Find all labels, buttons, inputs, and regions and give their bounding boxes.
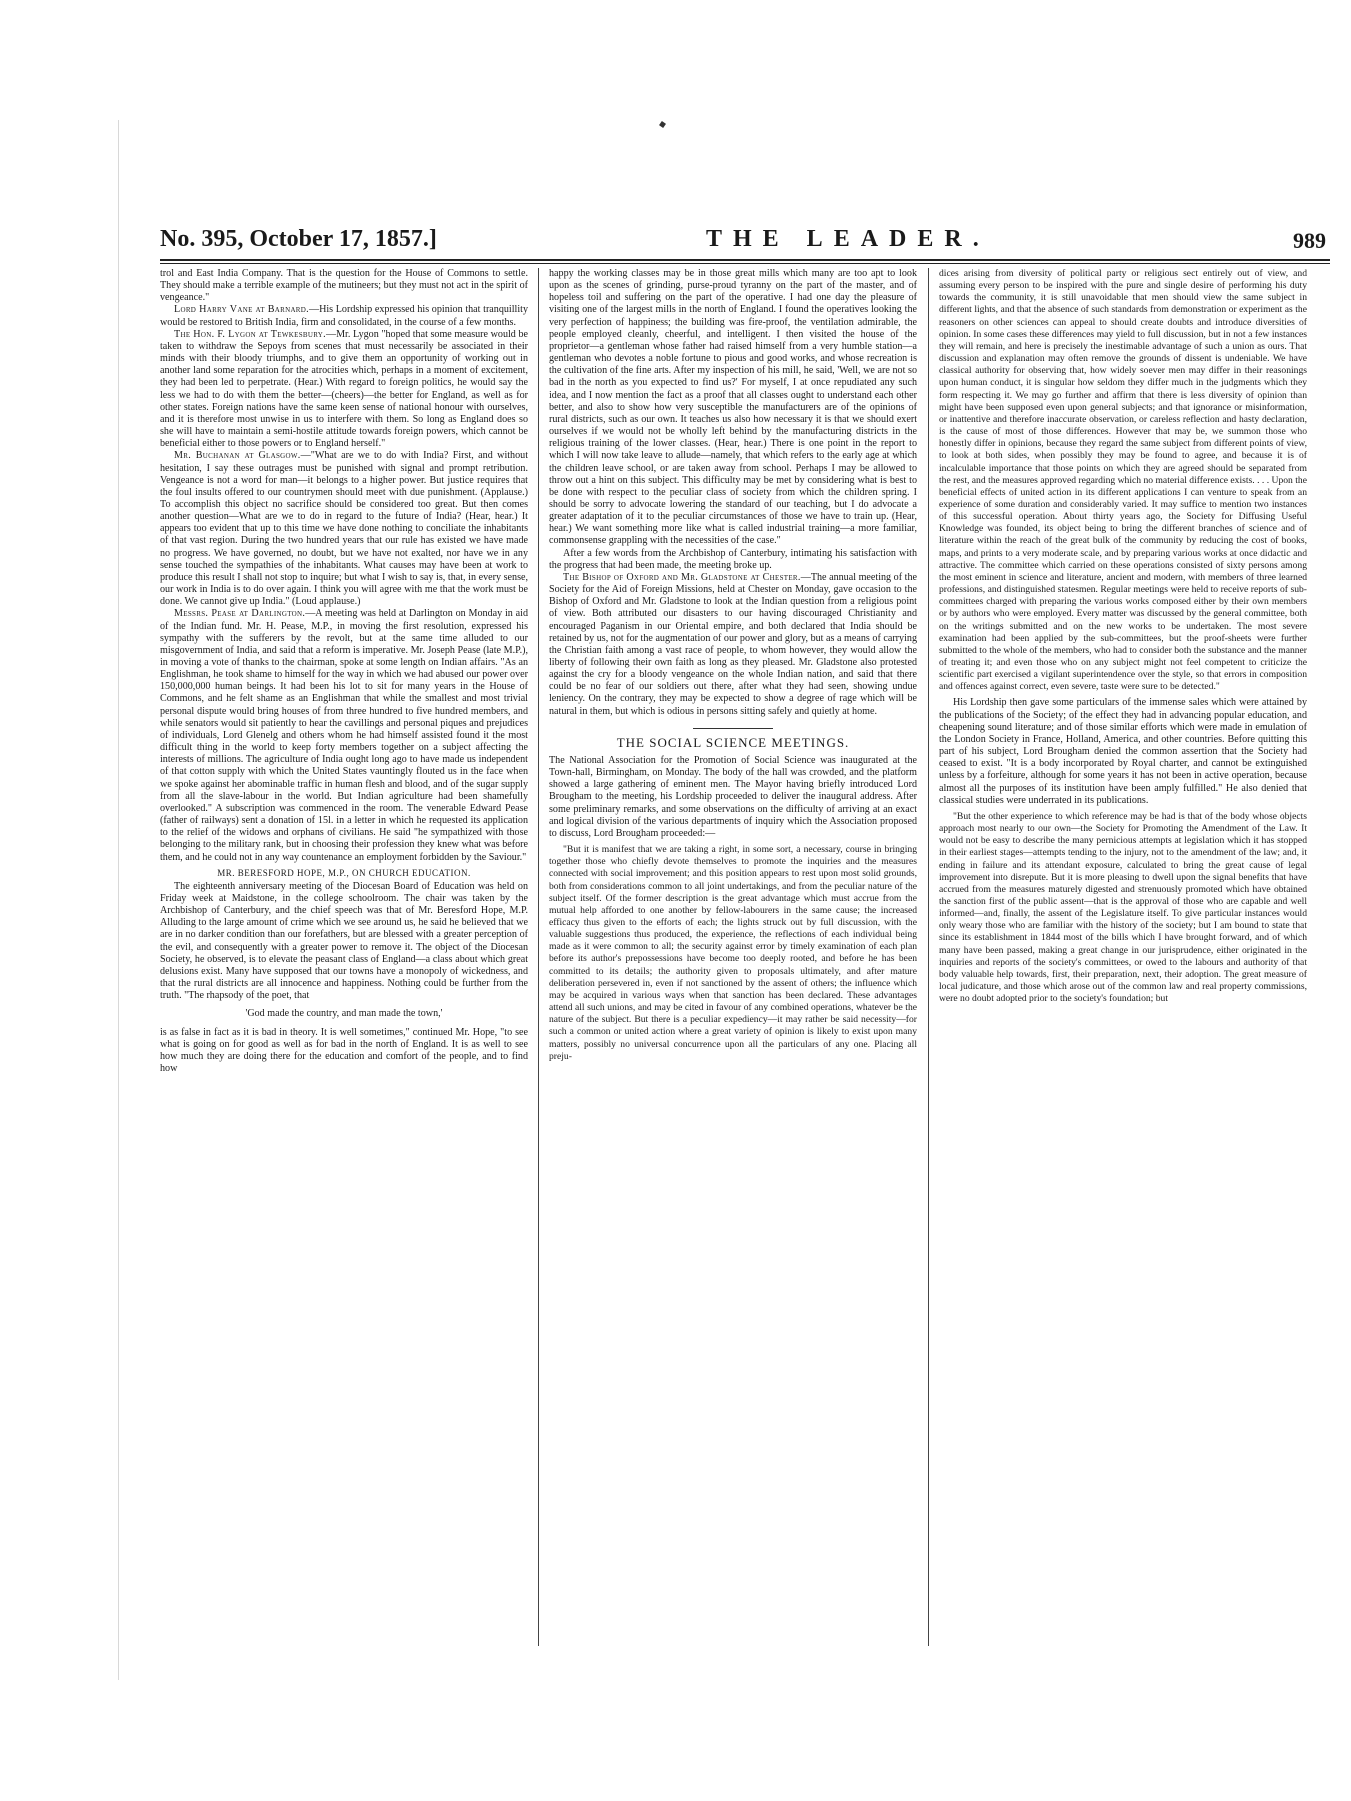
- article-text: is as false in fact as it is bad in theory. It is well sometimes," continued Mr. Hope, "to see what is going on for good as well as for bad in the north of England. It is as well to see how much they are doing there for the education and comfort of the people, and to find how: [160, 1026, 528, 1074]
- article-text: —"What are we to do with India? First, and without hesitation, I say these outrages must be punished with signal and prompt retribution. Vengeance is not a word for man—it belongs to a higher power. But justice requires that the foul insults offered to our countrymen should meet with due punishment. (Applause.) To accomplish this object no sacrifice should be considered too great. But then comes another question—What are we to do in regard to the future of India? (Hear, hear.) It appears too evident that up to this time we have done nothing to conciliate the inhabitants of that vast region. During the two hundred years that our rule has existed we have made no progress. We have governed, no doubt, but we have not exalted, nor have we in any sense touched the sympathies of the inhabitants. What causes may have been at work to produce this result I shall not stop to inquire; but what I wish to say is, that, in every sense, our work in India is to do over again. I think you will agree with me that the work must be done. We cannot give up India." (Loud applause.): [160, 450, 528, 608]
- article-text: —The annual meeting of the Society for the Aid of Foreign Missions, held at Chester on Monday, gave occasion to the Bishop of Oxford and Mr. Gladstone to look at the Indian question from a religious point of view. Both attributed our disasters to our having discouraged Christianity and encouraged Paganism in our Oriental empire, and both declared that India should be retained by us, not for the augmentation of our power and glory, but as a means of carrying the Christian faith among a vast race of people, to whom however, they would allow the liberty of following their own faith as long as they pleased. Mr. Gladstone also protested against the cry for a bloody vengeance on the whole Indian nation, and said that there could be no fear of our soldiers out there, after what they had seen, showing undue leniency. On the contrary, they may be expected to show a degree of rage which will be natural in them, but which is odious in persons sitting safely and quietly at home.: [549, 571, 917, 717]
- gutter-line: [118, 120, 119, 1680]
- article-text: The National Association for the Promotion of Social Science was inaugurated at the Town-hall, Birmingham, on Monday. The body of the hall was crowded, and the platform showed a large gathering of eminent men. The Mayor having briefly introduced Lord Brougham to the meeting, his Lordship proceeded to deliver the inaugural address. After some preliminary remarks, and some observations on the difficulty of arriving at an exact and logical division of the various departments of inquiry which the Association proposed to discuss, Lord Brougham proceeded:—: [549, 754, 917, 839]
- column-divider-2: [928, 268, 929, 1646]
- article-paragraph: [160, 304, 528, 328]
- article-heading: Mr. Buchanan at Glasgow.: [174, 450, 301, 462]
- verse-quote: 'God made the country, and man made the town,': [245, 1008, 443, 1020]
- column-1: [160, 268, 528, 1646]
- speech-quote: "But it is manifest that we are taking a right, in some sort, a necessary, course in bringing together those who chiefly devote themselves to promote the inquiries and the measures connected with social improvement; and this position appears to rest upon most solid grounds, both from considerations common to all joint undertakings, and from the peculiar nature of the subject itself. Of the former description is the great advantage which must accrue from the mutual help afforded to one another by fellow-labourers in the same cause; the increased efficacy thus given to the efforts of each; the lights struck out by full discussion, with the valuable suggestions thus produced, the experience, the reflections of each individual being made as it were common to all; the security against error by timely examination of each plan before its author's prepossessions have become too deeply rooted, and before he has been committed to its details; the authority given to proposals ultimately, and after mature deliberation persevered in, even if not sanctioned by the assent of others; the influence which may be acquired in various ways when that sanction has been declared. These advantages attend all such unions, and may be cited in favour of any combined operations, whatever be the nature of the subject. But there is a peculiar expediency—it may rather be said necessity—for such a common or united action where a great variety of opinion is likely to exist upon many matters, possibly no universal concurrence upon all the particulars of any one. Placing all preju-: [549, 844, 917, 1062]
- article-paragraph: [160, 450, 528, 608]
- article-text: —His Lordship expressed his opinion that tranquillity would be restored to British India, firm and consolidated, in the course of a few months.: [160, 304, 528, 328]
- subheading: MR. BERESFORD HOPE, M.P., ON CHURCH EDUCATION.: [217, 867, 471, 878]
- article-text: His Lordship then gave some particulars of the immense sales which were attained by the publications of the Society; of the effect they had in advancing popular education, and cheapening sound literature; and of those similar efforts which were made in emulation of the London Society in France, Holland, America, and other countries. Before quitting this part of his subject, Lord Brougham denied the common assertion that the Society had ceased to exist. "It is a body incorporated by Royal charter, and cannot be extinguished unless by a forfeiture, although for some years it has not been in active operation, because almost all the purposes of its institution have been amply fulfilled." He also denied that classical studies were underrated in its publications.: [939, 697, 1307, 806]
- section-title: THE SOCIAL SCIENCE MEETINGS.: [616, 734, 850, 750]
- page-number: 989: [1293, 228, 1326, 253]
- article-text: —Mr. Lygon "hoped that some measure would be taken to withdraw the Sepoys from scenes that must necessarily be associated in their minds with their bloody triumphs, and to give them an opportunity of working out in another land some reparation for the atrocities which, perhaps in a moment of excitement, they had been led to perpetrate. (Hear.) With regard to foreign politics, he would say the less we had to do with them the better—(cheers)—the better for England, as well as for other states. Foreign nations have the same keen sense of national honour with ourselves, and it is therefore most unwise in us to interfere with them. So long as England does so she will have to maintain a semi-hostile attitude towards foreign powers, which cannot be beneficial either to those powers or to England herself.": [160, 328, 528, 450]
- column-3: [939, 268, 1307, 1646]
- column-2: [549, 268, 917, 1646]
- header-rule-thin: [160, 263, 1330, 264]
- speech-quote: "But the other experience to which reference may be had is that of the body whose objects approach most nearly to our own—the Society for Promoting the Amendment of the Law. It would not be easy to describe the many pernicious attempts at legislation which it has stopped in their earliest stages—attempts tending to the injury, not to the amendment of the law; and, it ending in failure and its attendant exposure, calculated to bring the great cause of legal improvement into disrepute. But it is more pleasing to dwell upon the signal benefits that have accrued from the measures maturely digested and strenuously promoted which have obtained the sanction first of the public assent—that is the approval of those who are capable and well informed—and, finally, the assent of the Legislature itself. To give particular instances would only weary those who are familiar with the history of the society; but I am bound to state that since its establishment in 1844 most of the bills which I have brought forward, and of which many have been passed, making a great change in our jurisprudence, either originated in the inquiries and reports of the society's committees, or owed to the labours and authority of that body valuable help towards, first, their preparation, next, their adoption. The great measure of local judicature, and those which arose out of the common law and real property commissions, were no doubt adopted prior to the society's foundation; but: [939, 810, 1307, 1005]
- article-text: —A meeting was held at Darlington on Monday in aid of the Indian fund. Mr. H. Pease, M.P., in moving the first resolution, expressed his sympathy with the sufferers by the revolt, but at the same time alluded to our misgovernment of India, and said that a reform is imperative. Mr. Joseph Pease (late M.P.), in moving a vote of thanks to the chairman, spoke at some length on Indian affairs. "As an Englishman, he took shame to himself for the way in which we had abused our power over 150,000,000 human beings. It had been his lot to sit for many years in the House of Commons, and he felt shame as an Englishman that while the smallest and most trivial personal dispute would bring houses of from three hundred to five hundred members, and while senators would sit patiently to hear the cavillings and personal piques and prejudices of individuals, Lord Glenelg and others whom he had himself assisted found it the most difficult thing in the world to keep forty members together on a subject affecting the interests of millions. The agriculture of India ought long ago to have made us independent of that cotton supply with which the United States vauntingly flouted us in the face when we spoke against her abominable traffic in human flesh and blood, and of the sugar supply from all the slave-labour in the world. But Indian agriculture had been shamefully overlooked." A subscription was commenced in the room. The venerable Edward Pease (father of railways) sent a donation of 15l. in a letter in which he requested its application to the relief of the widows and orphans of civilians. He said "he sympathized with those belonging to the military rank, but in choosing their profession they knew what was before them, and he could not in any way countenance an employment forbidden by the Saviour.": [160, 608, 528, 863]
- article-text: The eighteenth anniversary meeting of the Diocesan Board of Education was held on Friday week at Maidstone, in the college schoolroom. The chair was taken by the Archbishop of Canterbury, and the chief speech was that of Mr. Beresford Hope, M.P. Alluding to the large amount of crime which we see around us, he said he believed that we are in no darker condition than our forefathers, but are blessed with a greater perception of the evil, and consequently with a greater power to remove it. The object of the Diocesan Society, he observed, is to elevate the peasant class of England—a class about which great delusions exist. Many have supposed that our towns have a monopoly of wickedness, and that the rural districts are all innocence and happiness. Nothing could be further from the truth. "The rhapsody of the poet, that: [160, 880, 528, 1002]
- ink-speck: [659, 121, 666, 128]
- article-paragraph: [549, 572, 917, 718]
- article-heading: Lord Harry Vane at Barnard.: [174, 304, 309, 316]
- article-paragraph: [160, 329, 528, 451]
- section-rule: [693, 728, 773, 729]
- article-heading: The Bishop of Oxford and Mr. Gladstone at Chester.: [563, 571, 801, 583]
- newspaper-title: THE LEADER.: [706, 226, 990, 252]
- header-rule-thick: [160, 259, 1330, 261]
- article-heading: The Hon. F. Lygon at Tewkesbury.: [174, 328, 326, 340]
- article-text: After a few words from the Archbishop of Canterbury, intimating his satisfaction with the progress that had been made, the meeting broke up.: [549, 547, 917, 571]
- column-divider-1: [538, 268, 539, 1646]
- issue-date: No. 395, October 17, 1857.]: [160, 226, 437, 252]
- article-paragraph: [160, 608, 528, 863]
- article-text: trol and East India Company. That is the question for the House of Commons to settle. They should make a terrible example of the mutineers; but they must not act in the spirit of vengeance.": [160, 268, 528, 304]
- masthead: [160, 222, 1330, 262]
- article-heading: Messrs. Pease at Darlington.: [174, 608, 306, 620]
- speech-quote: dices arising from diversity of political party or religious sect entirely out of view, and assuming every person to be inspired with the pure and single desire of performing his duty towards the community, it is still unavoidable that men should view the same subject in different lights, and that the absence of such standards from demonstration or experiment as the reasoners on other sciences can appeal to should create doubts and introduce diversities of opinion. In some cases these differences may yield to full discussion, but in not a few instances they will remain, and here is precisely the inestimable advantage of such a union as ours. That discussion and explanation may often remove the grounds of dissent is undeniable. We have classical authority for observing that, how widely soever men may differ in their reasonings upon human conduct, it is singular how seldom they differ much in the judgments which they form respecting it. We may go further and affirm that there is less diversity of opinion than might have been supposed even upon general subjects; and that ignorance or misinformation, or inattentive and therefore inaccurate observation, or careless reflection and hasty declaration, is the cause of most of those differences. However that may be, we summon those who honestly differ in opinions, because they regard the same subject from different points of view, to look at both sides, when possibly they may be found to agree, and because it is of incalculable importance that those points on which they are agreed should be separated from the rest, and the measures approved regarding which no material difference exists. . . . Upon the beneficial effects of united action in its different applications I can venture to speak from an experience of some duration and considerably varied. It may suffice to mention two instances of this successful operation. About thirty years ago, the Society for Diffusing Useful Knowledge was founded, its object being to bring the different branches of science and of literature within the reach of the great bulk of the community by reducing the cost of books, maps, and prints to a very moderate scale, and by preparing various works at once didactic and attractive. The committee which carried on these operations consisted of sixty persons among the most eminent in science and literature, ancient and modern, with members of three learned professions, and distinguished statesmen. Regular meetings were held to receive reports of sub-committees charged with preparing the various works composed either by their own members or by authors who were employed. Every matter was discussed by the general committee, both on the writings submitted and on the new works to be undertaken. The most severe examination had been applied by the sub-committees, but the proof-sheets were further submitted to the whole of the members, who had to consider both the substance and the manner of treating it; and even those who on any subject might not feel competent to criticize the scientific part exercised a vigilant superintendence over the style, so that errors in composition and offences against correct, even severe, taste were sure to be detected.": [939, 268, 1307, 693]
- article-text: happy the working classes may be in those great mills which many are too apt to look upon as the scenes of grinding, purse-proud tyranny on the part of the master, and of hopeless toil and suffering on the part of the operative. I had one day the pleasure of visiting one of the largest mills in the north of England. I found the operatives looking the very perfection of happiness; the building was fire-proof, the ventilation admirable, the people employed cleanly, cheerful, and intelligent. I then visited the house of the proprietor—a gentleman whose father had raised himself from a very humble station—a gentleman who devotes a noble fortune to pious and good works, and whose recreation is the cultivation of the fine arts. After my inspection of his mill, he said, 'Well, we are not so bad in the north as you expected to find us?' For myself, I at once repudiated any such idea, and I now mention the fact as a proof that all classes ought to understand each other better, and also to show how very susceptible the manufacturers are of the opinions of rural districts, such as our own. It teaches us also how necessary it is that we should exert ourselves if we would not be wholly left behind by the manufacturing districts in the religious training of the lower classes. (Hear, hear.) There is one point in the report to which I will now take leave to allude—namely, that which refers to the early age at which the children leave school, or are taken away from school. Perhaps I may be allowed to throw out a hint on this subject. This difficulty may be met by considering what is best to be done with respect to the peculiar class of society from which the children spring. I should be sorry to advocate lowering the standard of our teaching, but I do advocate a greater adaptation of it to the peculiar circumstances of those we have to train up. (Hear, hear.) We want something more like what is called industrial training—a more familiar, commonsense grappling with the necessities of the case.": [549, 268, 917, 547]
